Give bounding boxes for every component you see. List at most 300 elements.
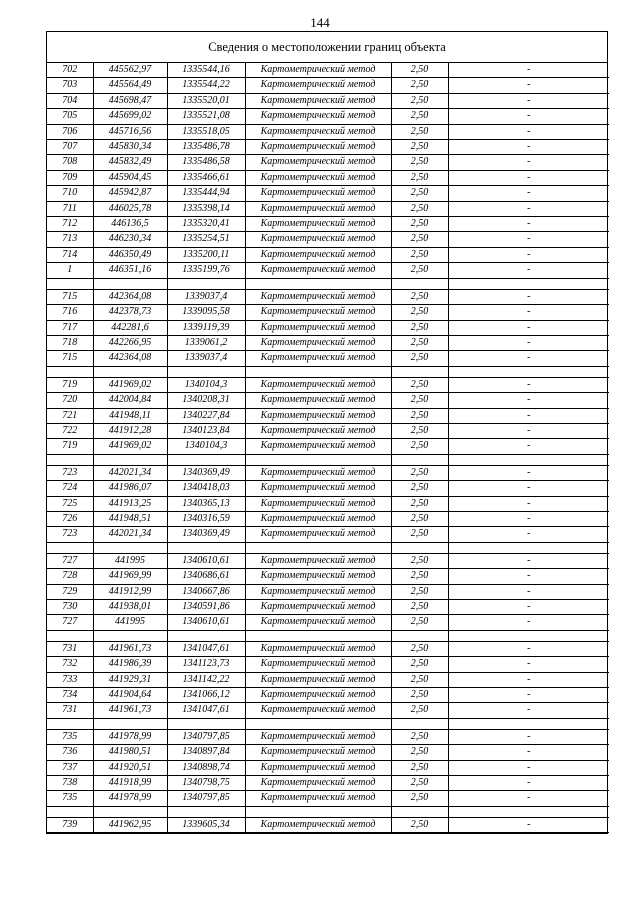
accuracy-cell: 2,50 bbox=[391, 600, 448, 615]
separator-cell bbox=[391, 366, 448, 377]
table-row bbox=[47, 481, 609, 496]
note-cell: - bbox=[448, 745, 609, 760]
accuracy-cell: 2,50 bbox=[391, 439, 448, 454]
y-coordinate-cell: 1335199,76 bbox=[167, 263, 245, 278]
x-coordinate-cell: 441948,51 bbox=[93, 511, 167, 526]
accuracy-cell: 2,50 bbox=[391, 703, 448, 718]
method-cell: Картометрический метод bbox=[245, 553, 391, 568]
y-coordinate-cell: 1335486,78 bbox=[167, 140, 245, 155]
accuracy-cell: 2,50 bbox=[391, 527, 448, 542]
note-cell: - bbox=[448, 569, 609, 584]
point-number-cell: 726 bbox=[47, 511, 93, 526]
x-coordinate-cell: 441962,95 bbox=[93, 817, 167, 832]
x-coordinate-cell: 445562,97 bbox=[93, 63, 167, 78]
x-coordinate-cell: 441969,99 bbox=[93, 569, 167, 584]
accuracy-cell: 2,50 bbox=[391, 335, 448, 350]
page-number: 144 bbox=[310, 15, 330, 30]
accuracy-cell: 2,50 bbox=[391, 263, 448, 278]
table-row bbox=[47, 423, 609, 438]
accuracy-cell: 2,50 bbox=[391, 657, 448, 672]
accuracy-cell: 2,50 bbox=[391, 109, 448, 124]
method-cell: Картометрический метод bbox=[245, 584, 391, 599]
note-cell: - bbox=[448, 393, 609, 408]
point-number-cell: 709 bbox=[47, 170, 93, 185]
y-coordinate-cell: 1340667,86 bbox=[167, 584, 245, 599]
method-cell: Картометрический метод bbox=[245, 791, 391, 806]
note-cell: - bbox=[448, 335, 609, 350]
x-coordinate-cell: 445716,56 bbox=[93, 124, 167, 139]
method-cell: Картометрический метод bbox=[245, 688, 391, 703]
method-cell: Картометрический метод bbox=[245, 393, 391, 408]
group-separator-row bbox=[47, 454, 609, 465]
point-number-cell: 717 bbox=[47, 320, 93, 335]
separator-cell bbox=[245, 278, 391, 289]
accuracy-cell: 2,50 bbox=[391, 201, 448, 216]
method-cell: Картометрический метод bbox=[245, 63, 391, 78]
accuracy-cell: 2,50 bbox=[391, 155, 448, 170]
method-cell: Картометрический метод bbox=[245, 186, 391, 201]
separator-cell bbox=[448, 454, 609, 465]
method-cell: Картометрический метод bbox=[245, 817, 391, 832]
separator-cell bbox=[167, 366, 245, 377]
point-number-cell: 731 bbox=[47, 703, 93, 718]
method-cell: Картометрический метод bbox=[245, 140, 391, 155]
separator-cell bbox=[391, 454, 448, 465]
x-coordinate-cell: 442021,34 bbox=[93, 465, 167, 480]
table-row bbox=[47, 527, 609, 542]
accuracy-cell: 2,50 bbox=[391, 393, 448, 408]
method-cell: Картометрический метод bbox=[245, 232, 391, 247]
separator-cell bbox=[47, 630, 93, 641]
note-cell: - bbox=[448, 615, 609, 630]
y-coordinate-cell: 1340686,61 bbox=[167, 569, 245, 584]
accuracy-cell: 2,50 bbox=[391, 465, 448, 480]
table-row bbox=[47, 641, 609, 656]
y-coordinate-cell: 1340369,49 bbox=[167, 465, 245, 480]
table-row bbox=[47, 393, 609, 408]
separator-cell bbox=[167, 718, 245, 729]
y-coordinate-cell: 1339605,34 bbox=[167, 817, 245, 832]
note-cell: - bbox=[448, 703, 609, 718]
y-coordinate-cell: 1341047,61 bbox=[167, 703, 245, 718]
point-number-cell: 728 bbox=[47, 569, 93, 584]
accuracy-cell: 2,50 bbox=[391, 351, 448, 366]
y-coordinate-cell: 1340365,13 bbox=[167, 496, 245, 511]
point-number-cell: 727 bbox=[47, 615, 93, 630]
table-row bbox=[47, 201, 609, 216]
method-cell: Картометрический метод bbox=[245, 155, 391, 170]
note-cell: - bbox=[448, 527, 609, 542]
note-cell: - bbox=[448, 377, 609, 392]
y-coordinate-cell: 1341047,61 bbox=[167, 641, 245, 656]
separator-cell bbox=[391, 806, 448, 817]
note-cell: - bbox=[448, 791, 609, 806]
note-cell: - bbox=[448, 657, 609, 672]
method-cell: Картометрический метод bbox=[245, 247, 391, 262]
note-cell: - bbox=[448, 423, 609, 438]
table-row bbox=[47, 124, 609, 139]
table-row bbox=[47, 584, 609, 599]
accuracy-cell: 2,50 bbox=[391, 93, 448, 108]
point-number-cell: 737 bbox=[47, 760, 93, 775]
x-coordinate-cell: 441978,99 bbox=[93, 729, 167, 744]
point-number-cell: 712 bbox=[47, 217, 93, 232]
table-row bbox=[47, 408, 609, 423]
x-coordinate-cell: 442364,08 bbox=[93, 289, 167, 304]
x-coordinate-cell: 445564,49 bbox=[93, 78, 167, 93]
table-row bbox=[47, 703, 609, 718]
separator-cell bbox=[391, 718, 448, 729]
group-separator-row bbox=[47, 806, 609, 817]
note-cell: - bbox=[448, 63, 609, 78]
table-row bbox=[47, 760, 609, 775]
point-number-cell: 730 bbox=[47, 600, 93, 615]
method-cell: Картометрический метод bbox=[245, 672, 391, 687]
separator-cell bbox=[93, 454, 167, 465]
accuracy-cell: 2,50 bbox=[391, 63, 448, 78]
note-cell: - bbox=[448, 481, 609, 496]
separator-cell bbox=[47, 806, 93, 817]
x-coordinate-cell: 441912,99 bbox=[93, 584, 167, 599]
y-coordinate-cell: 1341142,22 bbox=[167, 672, 245, 687]
separator-cell bbox=[448, 718, 609, 729]
accuracy-cell: 2,50 bbox=[391, 553, 448, 568]
x-coordinate-cell: 441980,51 bbox=[93, 745, 167, 760]
x-coordinate-cell: 441920,51 bbox=[93, 760, 167, 775]
point-number-cell: 715 bbox=[47, 351, 93, 366]
method-cell: Картометрический метод bbox=[245, 201, 391, 216]
accuracy-cell: 2,50 bbox=[391, 776, 448, 791]
x-coordinate-cell: 445832,49 bbox=[93, 155, 167, 170]
table-row bbox=[47, 63, 609, 78]
method-cell: Картометрический метод bbox=[245, 305, 391, 320]
table-row bbox=[47, 672, 609, 687]
point-number-cell: 716 bbox=[47, 305, 93, 320]
separator-cell bbox=[391, 542, 448, 553]
method-cell: Картометрический метод bbox=[245, 511, 391, 526]
separator-cell bbox=[448, 366, 609, 377]
separator-cell bbox=[245, 542, 391, 553]
table-row bbox=[47, 247, 609, 262]
method-cell: Картометрический метод bbox=[245, 729, 391, 744]
x-coordinate-cell: 441913,25 bbox=[93, 496, 167, 511]
method-cell: Картометрический метод bbox=[245, 217, 391, 232]
accuracy-cell: 2,50 bbox=[391, 672, 448, 687]
x-coordinate-cell: 442378,73 bbox=[93, 305, 167, 320]
table-row bbox=[47, 232, 609, 247]
accuracy-cell: 2,50 bbox=[391, 170, 448, 185]
separator-cell bbox=[167, 806, 245, 817]
note-cell: - bbox=[448, 776, 609, 791]
table-title: Сведения о местоположении границ объекта bbox=[47, 32, 607, 63]
point-number-cell: 707 bbox=[47, 140, 93, 155]
point-number-cell: 729 bbox=[47, 584, 93, 599]
accuracy-cell: 2,50 bbox=[391, 186, 448, 201]
x-coordinate-cell: 441995 bbox=[93, 615, 167, 630]
y-coordinate-cell: 1340610,61 bbox=[167, 553, 245, 568]
note-cell: - bbox=[448, 688, 609, 703]
note-cell: - bbox=[448, 155, 609, 170]
point-number-cell: 735 bbox=[47, 791, 93, 806]
y-coordinate-cell: 1340104,3 bbox=[167, 439, 245, 454]
table-row bbox=[47, 263, 609, 278]
x-coordinate-cell: 445830,34 bbox=[93, 140, 167, 155]
method-cell: Картометрический метод bbox=[245, 481, 391, 496]
method-cell: Картометрический метод bbox=[245, 78, 391, 93]
y-coordinate-cell: 1340369,49 bbox=[167, 527, 245, 542]
point-number-cell: 723 bbox=[47, 465, 93, 480]
x-coordinate-cell: 441986,39 bbox=[93, 657, 167, 672]
separator-cell bbox=[93, 718, 167, 729]
point-number-cell: 720 bbox=[47, 393, 93, 408]
table-row bbox=[47, 155, 609, 170]
note-cell: - bbox=[448, 201, 609, 216]
accuracy-cell: 2,50 bbox=[391, 511, 448, 526]
point-number-cell: 702 bbox=[47, 63, 93, 78]
method-cell: Картометрический метод bbox=[245, 408, 391, 423]
accuracy-cell: 2,50 bbox=[391, 641, 448, 656]
note-cell: - bbox=[448, 124, 609, 139]
accuracy-cell: 2,50 bbox=[391, 791, 448, 806]
y-coordinate-cell: 1340797,85 bbox=[167, 729, 245, 744]
method-cell: Картометрический метод bbox=[245, 124, 391, 139]
method-cell: Картометрический метод bbox=[245, 320, 391, 335]
point-number-cell: 739 bbox=[47, 817, 93, 832]
separator-cell bbox=[448, 278, 609, 289]
note-cell: - bbox=[448, 496, 609, 511]
group-separator-row bbox=[47, 542, 609, 553]
point-number-cell: 724 bbox=[47, 481, 93, 496]
separator-cell bbox=[167, 630, 245, 641]
method-cell: Картометрический метод bbox=[245, 641, 391, 656]
point-number-cell: 715 bbox=[47, 289, 93, 304]
accuracy-cell: 2,50 bbox=[391, 140, 448, 155]
accuracy-cell: 2,50 bbox=[391, 817, 448, 832]
method-cell: Картометрический метод bbox=[245, 263, 391, 278]
method-cell: Картометрический метод bbox=[245, 423, 391, 438]
accuracy-cell: 2,50 bbox=[391, 320, 448, 335]
point-number-cell: 710 bbox=[47, 186, 93, 201]
point-number-cell: 732 bbox=[47, 657, 93, 672]
y-coordinate-cell: 1340798,75 bbox=[167, 776, 245, 791]
y-coordinate-cell: 1341123,73 bbox=[167, 657, 245, 672]
accuracy-cell: 2,50 bbox=[391, 408, 448, 423]
note-cell: - bbox=[448, 465, 609, 480]
table-row bbox=[47, 569, 609, 584]
table-row bbox=[47, 553, 609, 568]
accuracy-cell: 2,50 bbox=[391, 729, 448, 744]
note-cell: - bbox=[448, 170, 609, 185]
table-body bbox=[47, 63, 609, 833]
table-row bbox=[47, 186, 609, 201]
note-cell: - bbox=[448, 186, 609, 201]
y-coordinate-cell: 1339095,58 bbox=[167, 305, 245, 320]
y-coordinate-cell: 1340208,31 bbox=[167, 393, 245, 408]
note-cell: - bbox=[448, 729, 609, 744]
x-coordinate-cell: 441986,07 bbox=[93, 481, 167, 496]
x-coordinate-cell: 446351,16 bbox=[93, 263, 167, 278]
y-coordinate-cell: 1339061,2 bbox=[167, 335, 245, 350]
separator-cell bbox=[245, 454, 391, 465]
note-cell: - bbox=[448, 351, 609, 366]
note-cell: - bbox=[448, 305, 609, 320]
x-coordinate-cell: 442021,34 bbox=[93, 527, 167, 542]
point-number-cell: 727 bbox=[47, 553, 93, 568]
note-cell: - bbox=[448, 289, 609, 304]
method-cell: Картометрический метод bbox=[245, 377, 391, 392]
point-number-cell: 736 bbox=[47, 745, 93, 760]
separator-cell bbox=[167, 278, 245, 289]
method-cell: Картометрический метод bbox=[245, 335, 391, 350]
y-coordinate-cell: 1335518,05 bbox=[167, 124, 245, 139]
point-number-cell: 713 bbox=[47, 232, 93, 247]
accuracy-cell: 2,50 bbox=[391, 305, 448, 320]
x-coordinate-cell: 441938,01 bbox=[93, 600, 167, 615]
y-coordinate-cell: 1340227,84 bbox=[167, 408, 245, 423]
accuracy-cell: 2,50 bbox=[391, 423, 448, 438]
method-cell: Картометрический метод bbox=[245, 569, 391, 584]
note-cell: - bbox=[448, 511, 609, 526]
accuracy-cell: 2,50 bbox=[391, 232, 448, 247]
separator-cell bbox=[245, 718, 391, 729]
method-cell: Картометрический метод bbox=[245, 745, 391, 760]
note-cell: - bbox=[448, 247, 609, 262]
note-cell: - bbox=[448, 263, 609, 278]
method-cell: Картометрический метод bbox=[245, 776, 391, 791]
method-cell: Картометрический метод bbox=[245, 657, 391, 672]
table-row bbox=[47, 688, 609, 703]
separator-cell bbox=[448, 806, 609, 817]
y-coordinate-cell: 1340897,84 bbox=[167, 745, 245, 760]
accuracy-cell: 2,50 bbox=[391, 377, 448, 392]
y-coordinate-cell: 1340104,3 bbox=[167, 377, 245, 392]
table-row bbox=[47, 511, 609, 526]
x-coordinate-cell: 441929,31 bbox=[93, 672, 167, 687]
note-cell: - bbox=[448, 78, 609, 93]
accuracy-cell: 2,50 bbox=[391, 78, 448, 93]
table-row bbox=[47, 745, 609, 760]
point-number-cell: 721 bbox=[47, 408, 93, 423]
x-coordinate-cell: 445699,02 bbox=[93, 109, 167, 124]
point-number-cell: 725 bbox=[47, 496, 93, 511]
note-cell: - bbox=[448, 232, 609, 247]
method-cell: Картометрический метод bbox=[245, 170, 391, 185]
note-cell: - bbox=[448, 93, 609, 108]
x-coordinate-cell: 441948,11 bbox=[93, 408, 167, 423]
accuracy-cell: 2,50 bbox=[391, 745, 448, 760]
table-row bbox=[47, 776, 609, 791]
accuracy-cell: 2,50 bbox=[391, 124, 448, 139]
y-coordinate-cell: 1335200,11 bbox=[167, 247, 245, 262]
y-coordinate-cell: 1335398,14 bbox=[167, 201, 245, 216]
note-cell: - bbox=[448, 217, 609, 232]
note-cell: - bbox=[448, 600, 609, 615]
separator-cell bbox=[47, 542, 93, 553]
note-cell: - bbox=[448, 109, 609, 124]
note-cell: - bbox=[448, 641, 609, 656]
y-coordinate-cell: 1335254,51 bbox=[167, 232, 245, 247]
x-coordinate-cell: 446136,5 bbox=[93, 217, 167, 232]
table-row bbox=[47, 791, 609, 806]
table-row bbox=[47, 170, 609, 185]
x-coordinate-cell: 446350,49 bbox=[93, 247, 167, 262]
table-row bbox=[47, 109, 609, 124]
point-number-cell: 738 bbox=[47, 776, 93, 791]
note-cell: - bbox=[448, 672, 609, 687]
y-coordinate-cell: 1339037,4 bbox=[167, 289, 245, 304]
point-number-cell: 719 bbox=[47, 439, 93, 454]
method-cell: Картометрический метод bbox=[245, 703, 391, 718]
x-coordinate-cell: 441904,64 bbox=[93, 688, 167, 703]
y-coordinate-cell: 1340418,03 bbox=[167, 481, 245, 496]
table-row bbox=[47, 496, 609, 511]
x-coordinate-cell: 442281,6 bbox=[93, 320, 167, 335]
point-number-cell: 723 bbox=[47, 527, 93, 542]
y-coordinate-cell: 1340898,74 bbox=[167, 760, 245, 775]
x-coordinate-cell: 441961,73 bbox=[93, 641, 167, 656]
method-cell: Картометрический метод bbox=[245, 109, 391, 124]
point-number-cell: 718 bbox=[47, 335, 93, 350]
x-coordinate-cell: 441912,28 bbox=[93, 423, 167, 438]
y-coordinate-cell: 1335544,22 bbox=[167, 78, 245, 93]
point-number-cell: 705 bbox=[47, 109, 93, 124]
method-cell: Картометрический метод bbox=[245, 496, 391, 511]
method-cell: Картометрический метод bbox=[245, 527, 391, 542]
point-number-cell: 711 bbox=[47, 201, 93, 216]
table-row bbox=[47, 93, 609, 108]
accuracy-cell: 2,50 bbox=[391, 760, 448, 775]
method-cell: Картометрический метод bbox=[245, 351, 391, 366]
point-number-cell: 1 bbox=[47, 263, 93, 278]
accuracy-cell: 2,50 bbox=[391, 569, 448, 584]
separator-cell bbox=[93, 806, 167, 817]
y-coordinate-cell: 1335444,94 bbox=[167, 186, 245, 201]
table-row bbox=[47, 351, 609, 366]
point-number-cell: 708 bbox=[47, 155, 93, 170]
table-row bbox=[47, 657, 609, 672]
boundary-points-table bbox=[47, 63, 609, 833]
point-number-cell: 733 bbox=[47, 672, 93, 687]
point-number-cell: 714 bbox=[47, 247, 93, 262]
separator-cell bbox=[47, 366, 93, 377]
table-row bbox=[47, 335, 609, 350]
accuracy-cell: 2,50 bbox=[391, 289, 448, 304]
point-number-cell: 704 bbox=[47, 93, 93, 108]
x-coordinate-cell: 442266,95 bbox=[93, 335, 167, 350]
point-number-cell: 706 bbox=[47, 124, 93, 139]
y-coordinate-cell: 1335466,61 bbox=[167, 170, 245, 185]
accuracy-cell: 2,50 bbox=[391, 688, 448, 703]
x-coordinate-cell: 441995 bbox=[93, 553, 167, 568]
separator-cell bbox=[167, 542, 245, 553]
separator-cell bbox=[93, 278, 167, 289]
group-separator-row bbox=[47, 630, 609, 641]
accuracy-cell: 2,50 bbox=[391, 481, 448, 496]
group-separator-row bbox=[47, 718, 609, 729]
y-coordinate-cell: 1335544,16 bbox=[167, 63, 245, 78]
table-row bbox=[47, 817, 609, 832]
method-cell: Картометрический метод bbox=[245, 289, 391, 304]
x-coordinate-cell: 442004,84 bbox=[93, 393, 167, 408]
table-row bbox=[47, 439, 609, 454]
y-coordinate-cell: 1340610,61 bbox=[167, 615, 245, 630]
note-cell: - bbox=[448, 760, 609, 775]
y-coordinate-cell: 1340591,86 bbox=[167, 600, 245, 615]
y-coordinate-cell: 1341066,12 bbox=[167, 688, 245, 703]
point-number-cell: 734 bbox=[47, 688, 93, 703]
method-cell: Картометрический метод bbox=[245, 760, 391, 775]
x-coordinate-cell: 446025,78 bbox=[93, 201, 167, 216]
